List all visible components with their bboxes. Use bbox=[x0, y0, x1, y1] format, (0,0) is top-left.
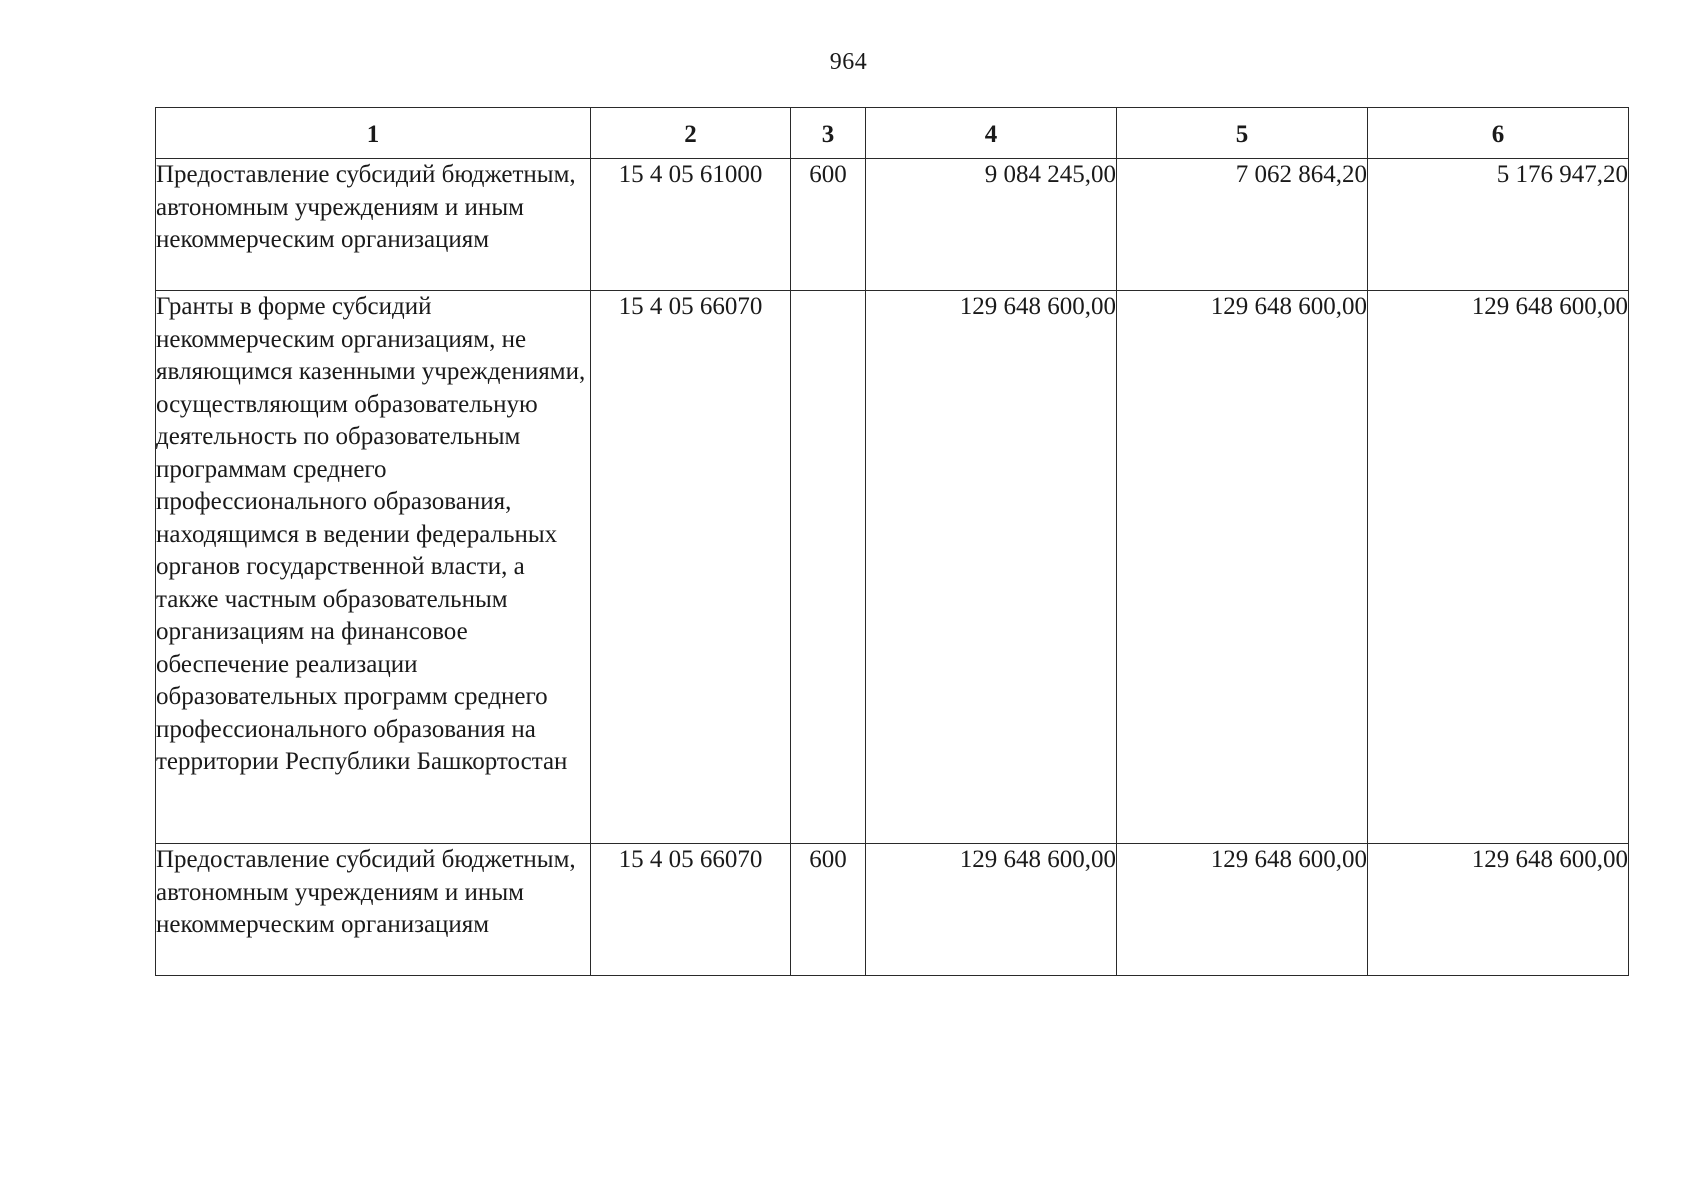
row-code-cell: 15 4 05 66070 bbox=[591, 844, 791, 976]
column-header-4: 4 bbox=[866, 108, 1117, 159]
column-header-2: 2 bbox=[591, 108, 791, 159]
row-amount-1-cell: 129 648 600,00 bbox=[866, 291, 1117, 844]
row-amount-1-cell: 9 084 245,00 bbox=[866, 159, 1117, 291]
row-amount-1-cell: 129 648 600,00 bbox=[866, 844, 1117, 976]
row-amount-2-cell: 7 062 864,20 bbox=[1117, 159, 1368, 291]
column-header-1: 1 bbox=[156, 108, 591, 159]
column-header-3: 3 bbox=[791, 108, 866, 159]
row-type-cell: 600 bbox=[791, 159, 866, 291]
row-amount-2-cell: 129 648 600,00 bbox=[1117, 291, 1368, 844]
row-amount-3-cell: 129 648 600,00 bbox=[1368, 844, 1629, 976]
page-number: 964 bbox=[829, 49, 868, 75]
row-type-cell bbox=[791, 291, 866, 844]
row-name-cell: Предоставление субсидий бюджетным, автономным учреждениям и иным некоммерческим организациям bbox=[156, 159, 591, 291]
row-code-cell: 15 4 05 61000 bbox=[591, 159, 791, 291]
row-type-cell: 600 bbox=[791, 844, 866, 976]
row-amount-3-cell: 5 176 947,20 bbox=[1368, 159, 1629, 291]
row-name-cell: Гранты в форме субсидий некоммерческим организациям, не являющимся казенными учреждениями, осуществляющим образовательную деятельность по образовательным программам среднего профессионального образования, находящимся в ведении федеральных органов государственной власти, а также частным образовательным организациям на финансовое обеспечение реализации образовательных программ среднего профессионального образования на территории Республики Башкортостан bbox=[156, 291, 591, 844]
table-row bbox=[156, 159, 1629, 291]
table-row bbox=[156, 844, 1629, 976]
row-amount-3-cell: 129 648 600,00 bbox=[1368, 291, 1629, 844]
column-header-5: 5 bbox=[1117, 108, 1368, 159]
table-row bbox=[156, 291, 1629, 844]
row-name-cell: Предоставление субсидий бюджетным, автономным учреждениям и иным некоммерческим организациям bbox=[156, 844, 591, 976]
row-amount-2-cell: 129 648 600,00 bbox=[1117, 844, 1368, 976]
row-code-cell: 15 4 05 66070 bbox=[591, 291, 791, 844]
budget-table bbox=[155, 107, 1629, 976]
column-header-6: 6 bbox=[1368, 108, 1629, 159]
header-row bbox=[156, 108, 1629, 159]
